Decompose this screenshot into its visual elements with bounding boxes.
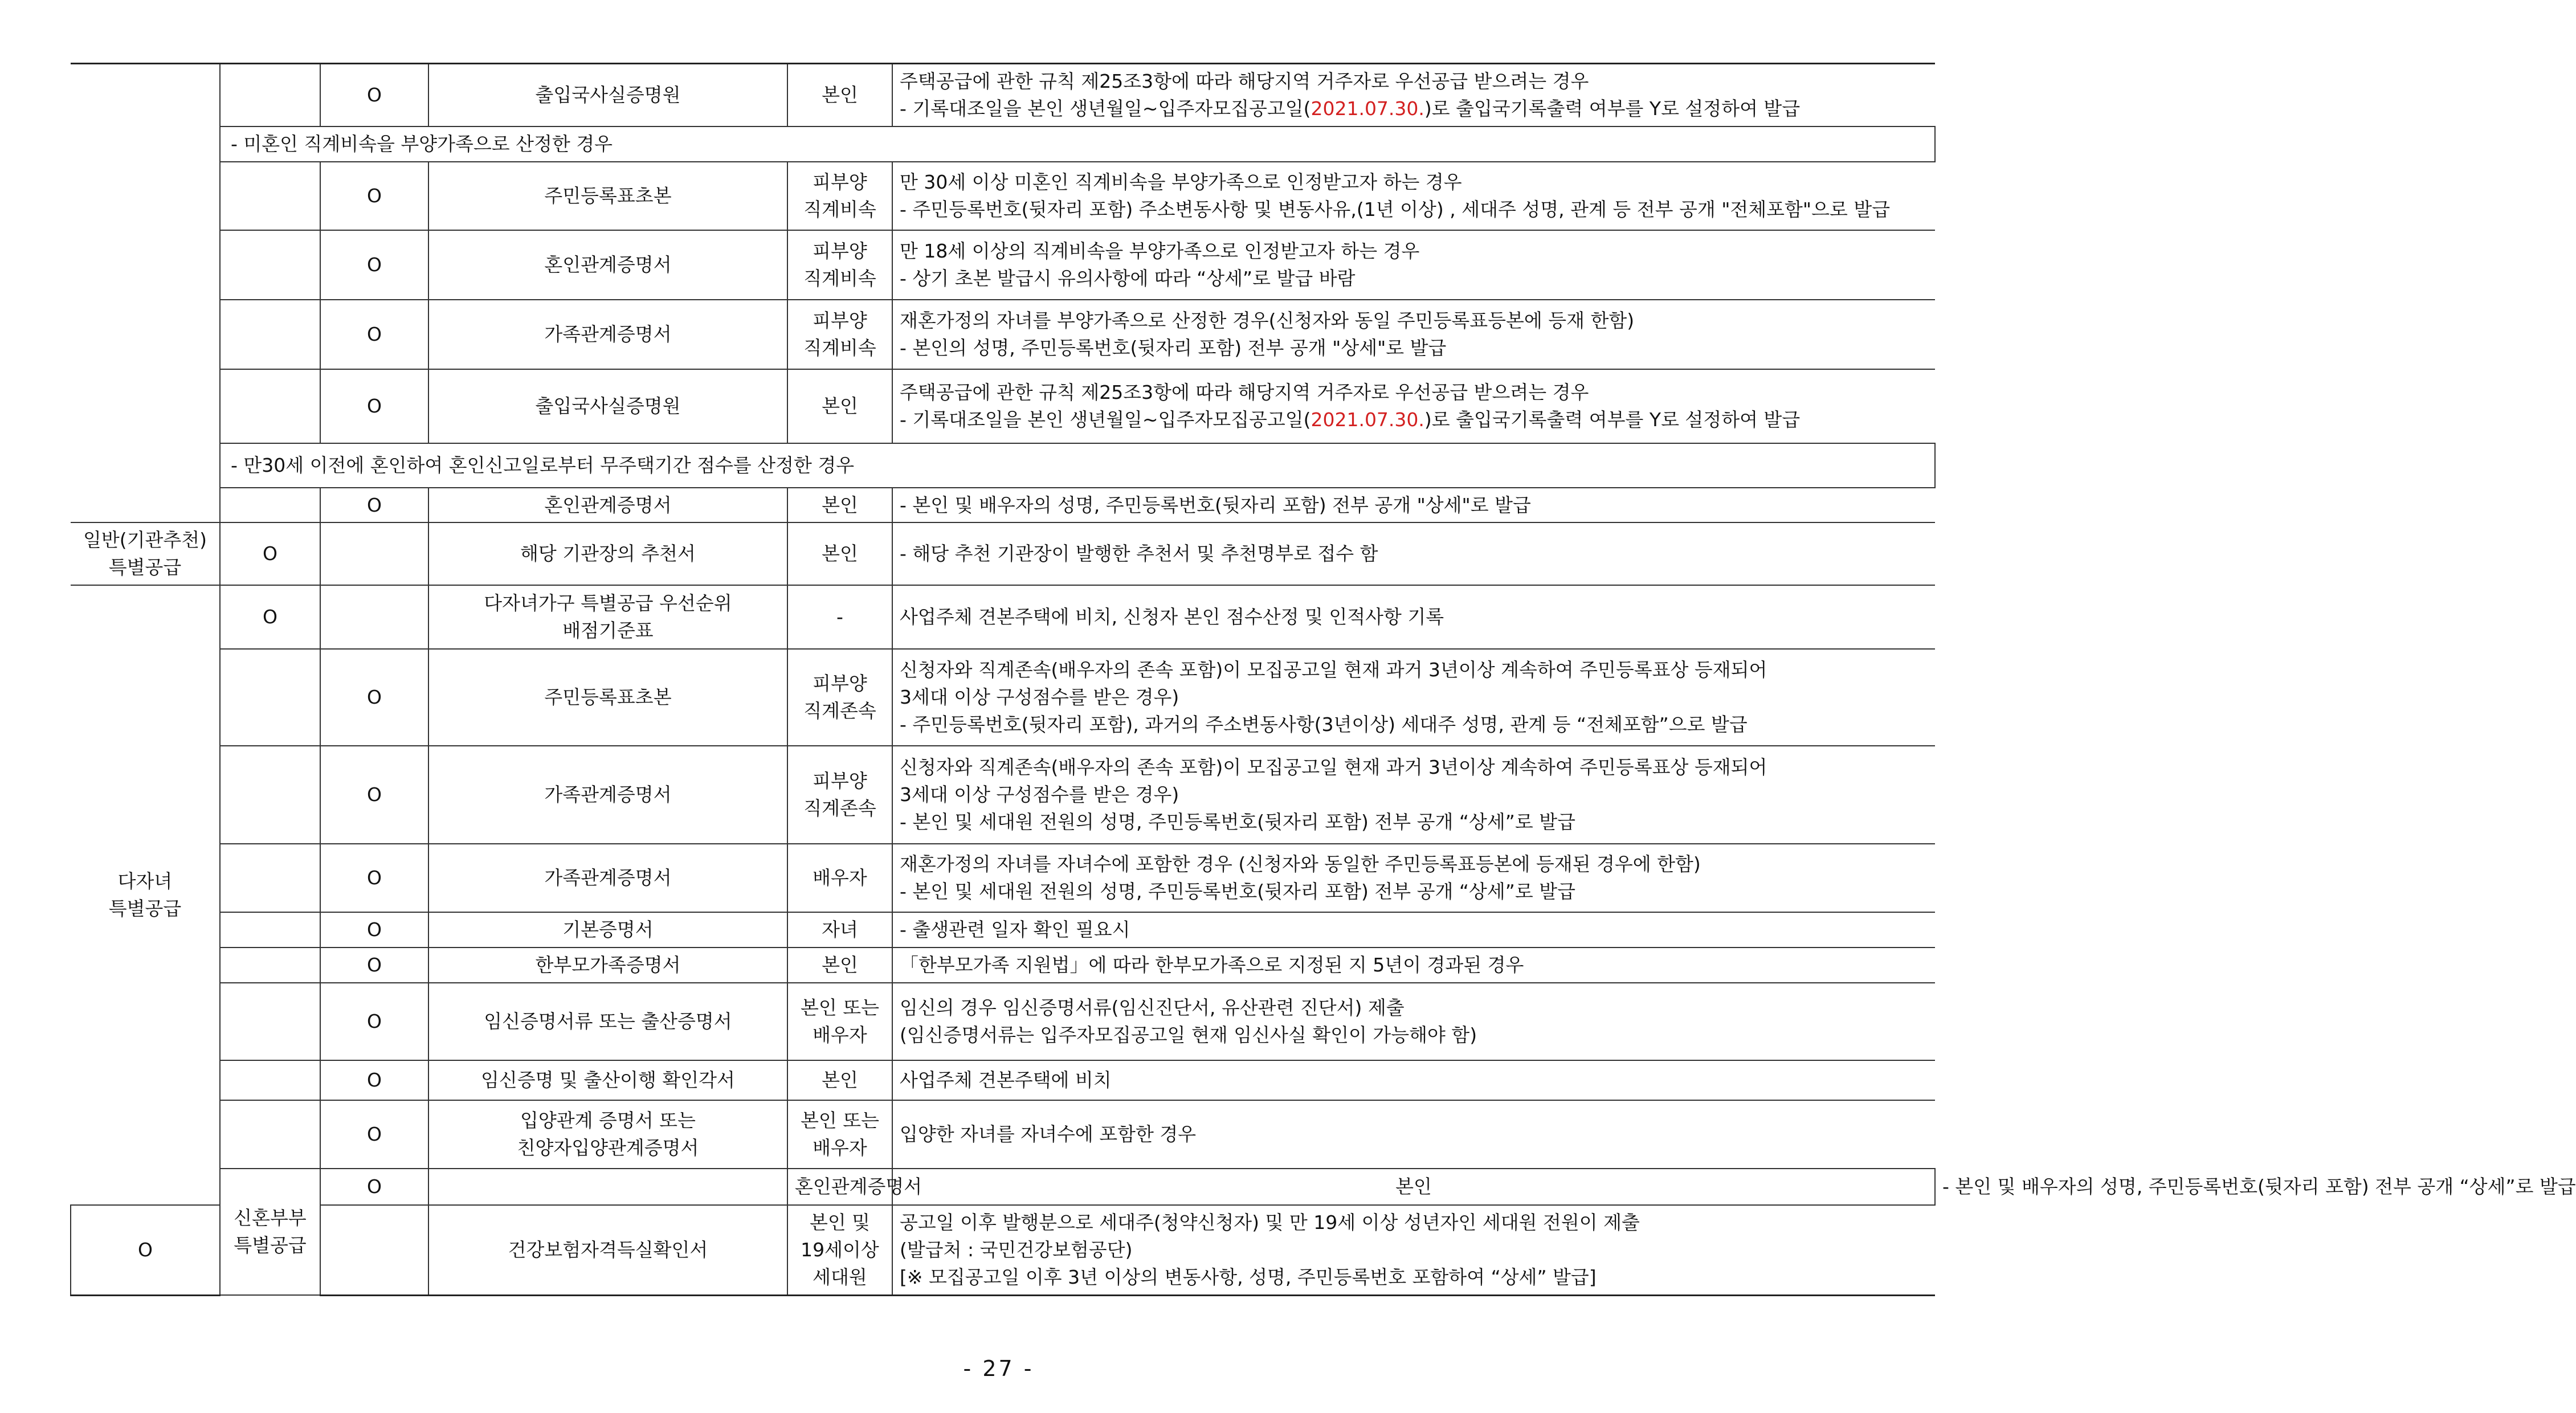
issue-target-line: 직계비속 <box>803 336 876 359</box>
description-text: 3세대 이상 구성점수를 받은 경우) <box>900 686 1179 709</box>
description-line <box>900 808 1928 836</box>
table-row <box>71 1100 1935 1169</box>
description-line <box>900 916 1928 944</box>
section-note: - 미혼인 직계비속을 부양가족으로 산정한 경우 <box>220 126 1935 162</box>
table-row <box>71 522 1935 585</box>
check-mark-primary <box>220 230 320 300</box>
issue-target-line: 본인 <box>822 1069 858 1092</box>
document-name <box>428 162 787 230</box>
issue-target <box>787 912 892 948</box>
table-row <box>71 300 1935 369</box>
description-cell <box>892 162 1935 230</box>
table-row <box>71 369 1935 443</box>
issue-target-line: 자녀 <box>822 918 858 941</box>
category-label: 특별공급 <box>108 556 182 579</box>
description-line <box>900 684 1928 711</box>
issue-target-line: 직계존속 <box>803 700 876 722</box>
check-mark-secondary: O <box>320 1060 428 1100</box>
table-row <box>71 844 1935 912</box>
description-text: - 출생관련 일자 확인 필요시 <box>900 918 1130 941</box>
document-name <box>428 300 787 369</box>
description-text: - 주민등록번호(뒷자리 포함) 주소변동사항 및 변동사유,(1년 이상) , 세대주 성명, 관계 등 전부 공개 "전체포함"으로 발급 <box>900 198 1891 220</box>
description-text: 「한부모가족 지원법」에 따라 한부모가족으로 지정된 지 5년이 경과된 경우 <box>900 954 1524 977</box>
document-name-line: 가족관계증명서 <box>544 322 672 345</box>
description-cell <box>892 230 1935 300</box>
description-cell <box>892 912 1935 948</box>
document-name <box>428 948 787 983</box>
description-text: 사업주체 견본주택에 비치, 신청자 본인 점수산정 및 인적사항 기록 <box>900 606 1444 628</box>
description-text: 만 18세 이상의 직계비속을 부양가족으로 인정받고자 하는 경우 <box>900 239 1420 262</box>
document-name-line: 임신증명서류 또는 출산증명서 <box>484 1010 732 1033</box>
issue-target-line: 본인 <box>822 83 858 106</box>
issue-target <box>787 369 892 443</box>
document-name-line: 주민등록표초본 <box>544 184 672 207</box>
highlighted-date: 2021.07.30. <box>1311 97 1424 120</box>
description-text: - 기록대조일을 본인 생년월일~입주자모집공고일( <box>900 97 1311 120</box>
description-line <box>900 95 1928 122</box>
document-name <box>428 522 787 585</box>
description-text: 사업주체 견본주택에 비치 <box>900 1069 1112 1092</box>
category-label: 일반(기관추천) <box>83 529 207 552</box>
category-label: 특별공급 <box>108 897 182 920</box>
check-mark-primary <box>220 488 320 523</box>
description-text: - 본인 및 배우자의 성명, 주민등록번호(뒷자리 포함) 전부 공개 "상세"로 발급 <box>900 493 1531 516</box>
issue-target <box>787 230 892 300</box>
check-mark-secondary: O <box>320 1100 428 1169</box>
document-name-line: 출입국사실증명원 <box>535 83 681 106</box>
table-row <box>71 488 1935 523</box>
issue-target <box>787 1205 892 1295</box>
description-line <box>900 492 1928 519</box>
issue-target-line: 피부양 <box>813 170 867 193</box>
issue-target-line: 배우자 <box>813 1024 867 1047</box>
check-mark-secondary: O <box>320 230 428 300</box>
issue-target <box>787 64 892 126</box>
document-name-line: 주민등록표초본 <box>544 686 672 709</box>
document-name <box>428 488 787 523</box>
check-mark-primary <box>220 1100 320 1169</box>
document-name <box>428 649 787 746</box>
description-text: (임신증명서류는 입주자모집공고일 현재 임신사실 확인이 가능해야 함) <box>900 1024 1477 1047</box>
description-line <box>900 1209 1928 1236</box>
issue-target <box>787 983 892 1060</box>
description-line <box>900 656 1928 684</box>
description-line <box>900 540 1928 567</box>
description-text: 만 30세 이상 미혼인 직계비속을 부양가족으로 인정받고자 하는 경우 <box>900 170 1462 193</box>
description-line <box>900 196 1928 223</box>
description-text: - 주민등록번호(뒷자리 포함), 과거의 주소변동사항(3년이상) 세대주 성명, 관계 등 “전체포함”으로 발급 <box>900 713 1748 736</box>
issue-target-line: 피부양 <box>813 309 867 332</box>
issue-target-line: 배우자 <box>813 1137 867 1159</box>
issue-target <box>787 1060 892 1100</box>
document-name-line: 친양자입양관계증명서 <box>517 1137 699 1159</box>
check-mark-primary <box>220 369 320 443</box>
description-text: 신청자와 직계존속(배우자의 존속 포함)이 모집공고일 현재 과거 3년이상 계속하여 주민등록표상 등재되어 <box>900 659 1767 681</box>
section-note-row <box>71 443 1935 488</box>
description-text: 3세대 이상 구성점수를 받은 경우) <box>900 783 1179 806</box>
description-text: 입양한 자녀를 자녀수에 포함한 경우 <box>900 1123 1197 1146</box>
description-cell <box>892 522 1935 585</box>
document-name-line: 가족관계증명서 <box>544 867 672 889</box>
description-line <box>900 754 1928 781</box>
description-line <box>900 711 1928 738</box>
description-cell <box>892 1100 1935 1169</box>
check-mark-primary <box>220 64 320 126</box>
issue-target-line: 본인 또는 <box>800 997 879 1019</box>
document-name <box>428 983 787 1060</box>
issue-target-line: 본인 <box>822 542 858 565</box>
table-row <box>71 585 1935 649</box>
description-text: 임신의 경우 임신증명서류(임신진단서, 유산관련 진단서) 제출 <box>900 997 1405 1019</box>
check-mark-secondary: O <box>320 162 428 230</box>
check-mark-primary <box>220 912 320 948</box>
issue-target-line: 직계존속 <box>803 797 876 820</box>
description-cell <box>892 649 1935 746</box>
category-cell <box>71 522 220 585</box>
table-row <box>71 912 1935 948</box>
check-mark-secondary: O <box>320 649 428 746</box>
document-name <box>428 912 787 948</box>
document-name-line: 혼인관계증명서 <box>544 253 672 276</box>
description-cell <box>892 585 1935 649</box>
check-mark-primary: O <box>71 1205 220 1295</box>
description-cell <box>892 300 1935 369</box>
category-cell <box>71 585 220 1205</box>
document-name-line: 출입국사실증명원 <box>535 394 681 417</box>
table-row <box>71 649 1935 746</box>
description-line <box>900 334 1928 362</box>
table-row <box>71 64 1935 126</box>
description-text: - 본인 및 세대원 전원의 성명, 주민등록번호(뒷자리 포함) 전부 공개 “상세”로 발급 <box>900 810 1575 833</box>
description-line <box>900 1121 1928 1148</box>
description-text: - 해당 추천 기관장이 발행한 추천서 및 추천명부로 접수 함 <box>900 542 1378 565</box>
check-mark-secondary <box>320 1205 428 1295</box>
check-mark-primary <box>220 983 320 1060</box>
description-text: 재혼가정의 자녀를 부양가족으로 산정한 경우(신청자와 동일 주민등록표등본에 등재 한함) <box>900 309 1635 332</box>
description-line <box>900 951 1928 979</box>
category-label: 특별공급 <box>234 1234 307 1257</box>
document-name-line: 임신증명 및 출산이행 확인각서 <box>481 1069 735 1092</box>
document-name <box>428 746 787 844</box>
issue-target-line: 본인 및 <box>809 1211 871 1234</box>
issue-target <box>787 585 892 649</box>
description-text: - 본인 및 세대원 전원의 성명, 주민등록번호(뒷자리 포함) 전부 공개 “상세”로 발급 <box>900 880 1575 903</box>
issue-target-line: 19세이상 <box>801 1238 879 1261</box>
description-line <box>900 307 1928 334</box>
document-name <box>428 844 787 912</box>
issue-target <box>787 948 892 983</box>
document-name-line: 해당 기관장의 추천서 <box>520 542 696 565</box>
issue-target <box>787 844 892 912</box>
document-name <box>428 1100 787 1169</box>
check-mark-primary <box>220 162 320 230</box>
description-line <box>900 1067 1928 1094</box>
issue-target <box>787 522 892 585</box>
issue-target-line: 본인 또는 <box>800 1109 879 1132</box>
document-name <box>428 230 787 300</box>
description-text: 재혼가정의 자녀를 자녀수에 포함한 경우 (신청자와 동일한 주민등록표등본에 등재된 경우에 한함) <box>900 853 1701 876</box>
highlighted-date: 2021.07.30. <box>1311 408 1424 431</box>
description-cell <box>892 844 1935 912</box>
issue-target <box>787 162 892 230</box>
issue-target-line: 본인 <box>822 954 858 977</box>
description-cell <box>892 369 1935 443</box>
category-cell <box>71 64 220 523</box>
description-text: 신청자와 직계존속(배우자의 존속 포함)이 모집공고일 현재 과거 3년이상 계속하여 주민등록표상 등재되어 <box>900 756 1767 779</box>
check-mark-secondary <box>320 585 428 649</box>
document-name-line: 다자녀가구 특별공급 우선순위 <box>484 592 732 615</box>
document-name-line: 혼인관계증명서 <box>795 1175 922 1198</box>
issue-target-line: 배우자 <box>813 867 867 889</box>
check-mark-primary <box>220 844 320 912</box>
description-line <box>900 379 1928 406</box>
check-mark-secondary: O <box>320 64 428 126</box>
description-line <box>900 1236 1928 1264</box>
document-name-line: 기본증명서 <box>562 918 654 941</box>
issue-target <box>892 1169 1935 1205</box>
issue-target-line: 직계비속 <box>803 267 876 289</box>
description-cell <box>892 1060 1935 1100</box>
description-text: 공고일 이후 발행분으로 세대주(청약신청자) 및 만 19세 이상 성년자인 세대원 전원이 제출 <box>900 1211 1640 1234</box>
description-line <box>900 1022 1928 1049</box>
check-mark-primary <box>220 300 320 369</box>
check-mark-secondary: O <box>320 983 428 1060</box>
document-name-line: 건강보험자격득실확인서 <box>508 1238 708 1261</box>
section-note: - 만30세 이전에 혼인하여 혼인신고일로부터 무주택기간 점수를 산정한 경우 <box>220 443 1935 488</box>
document-name-line: 혼인관계증명서 <box>544 493 672 516</box>
description-text: )로 출입국기록출력 여부를 Y로 설정하여 발급 <box>1424 408 1801 431</box>
check-mark-secondary: O <box>320 948 428 983</box>
table-row <box>71 983 1935 1060</box>
description-cell <box>892 983 1935 1060</box>
check-mark-primary <box>220 1060 320 1100</box>
page-number: - 27 - <box>963 1356 1034 1381</box>
description-cell <box>892 64 1935 126</box>
issue-target-line: 피부양 <box>813 770 867 793</box>
check-mark-primary <box>220 746 320 844</box>
table-row <box>71 1060 1935 1100</box>
document-name <box>428 64 787 126</box>
table-row <box>71 948 1935 983</box>
table-row <box>71 1169 1935 1205</box>
issue-target-line: 직계비속 <box>803 198 876 220</box>
description-cell <box>892 746 1935 844</box>
issue-target-line: - <box>836 606 843 628</box>
issue-target-line: 피부양 <box>813 672 867 695</box>
description-line <box>900 68 1928 95</box>
check-mark-secondary: O <box>320 746 428 844</box>
issue-target-line: 본인 <box>822 493 858 516</box>
table-row <box>71 162 1935 230</box>
document-requirements-table <box>70 63 2576 1296</box>
check-mark-secondary: O <box>320 369 428 443</box>
description-text: 주택공급에 관한 규칙 제25조3항에 따라 해당지역 거주자로 우선공급 받으려는 경우 <box>900 381 1589 403</box>
table-row <box>71 230 1935 300</box>
check-mark-primary: O <box>220 522 320 585</box>
document-name <box>428 1205 787 1295</box>
description-text: )로 출입국기록출력 여부를 Y로 설정하여 발급 <box>1424 97 1801 120</box>
description-text: 주택공급에 관한 규칙 제25조3항에 따라 해당지역 거주자로 우선공급 받으려는 경우 <box>900 70 1589 92</box>
document-name-line: 가족관계증명서 <box>544 783 672 806</box>
description-line <box>900 781 1928 808</box>
table-row <box>71 746 1935 844</box>
issue-target <box>787 300 892 369</box>
description-line <box>900 994 1928 1022</box>
check-mark-primary <box>220 948 320 983</box>
description-cell <box>892 488 1935 523</box>
description-text: - 본인의 성명, 주민등록번호(뒷자리 포함) 전부 공개 "상세"로 발급 <box>900 336 1447 359</box>
check-mark-secondary: O <box>320 488 428 523</box>
category-label: 신혼부부 <box>234 1207 307 1230</box>
issue-target <box>787 649 892 746</box>
category-cell <box>220 1169 320 1295</box>
document-name-line: 한부모가족증명서 <box>535 954 681 977</box>
issue-target-line: 피부양 <box>813 239 867 262</box>
check-mark-secondary: O <box>320 300 428 369</box>
description-text: [※ 모집공고일 이후 3년 이상의 변동사항, 성명, 주민등록번호 포함하여 “상세” 발급] <box>900 1265 1597 1288</box>
description-cell <box>892 1205 1935 1295</box>
check-mark-secondary <box>320 522 428 585</box>
document-name <box>428 369 787 443</box>
table-row <box>71 1205 1935 1295</box>
check-mark-primary <box>220 649 320 746</box>
issue-target <box>787 1100 892 1169</box>
category-label: 다자녀 <box>117 870 173 893</box>
issue-target-line: 본인 <box>822 394 858 417</box>
description-line <box>900 406 1928 434</box>
document-name-line: 입양관계 증명서 또는 <box>520 1109 696 1132</box>
description-cell <box>892 948 1935 983</box>
description-line <box>900 603 1928 631</box>
section-note-row <box>71 126 1935 162</box>
description-text: - 본인 및 배우자의 성명, 주민등록번호(뒷자리 포함) 전부 공개 “상세”로 발급 <box>1942 1175 2576 1198</box>
check-mark-secondary: O <box>320 912 428 948</box>
description-text: - 상기 초본 발급시 유의사항에 따라 “상세”로 발급 바람 <box>900 267 1356 289</box>
description-line <box>900 238 1928 265</box>
description-line <box>900 265 1928 292</box>
description-line <box>900 851 1928 878</box>
document-name-line: 배점기준표 <box>562 619 654 642</box>
description-text: (발급처 : 국민건강보험공단) <box>900 1238 1133 1261</box>
document-name <box>428 1060 787 1100</box>
check-mark-primary: O <box>220 585 320 649</box>
issue-target-line: 세대원 <box>813 1265 867 1288</box>
description-line <box>900 169 1928 196</box>
document-name <box>428 585 787 649</box>
check-mark-secondary <box>428 1169 787 1205</box>
description-line <box>900 878 1928 905</box>
check-mark-secondary: O <box>320 844 428 912</box>
description-text: - 기록대조일을 본인 생년월일~입주자모집공고일( <box>900 408 1311 431</box>
issue-target <box>787 746 892 844</box>
document-name <box>787 1169 922 1205</box>
issue-target-line: 본인 <box>1395 1175 1432 1198</box>
check-mark-primary: O <box>320 1169 428 1205</box>
description-line <box>900 1264 1928 1291</box>
issue-target <box>787 488 892 523</box>
